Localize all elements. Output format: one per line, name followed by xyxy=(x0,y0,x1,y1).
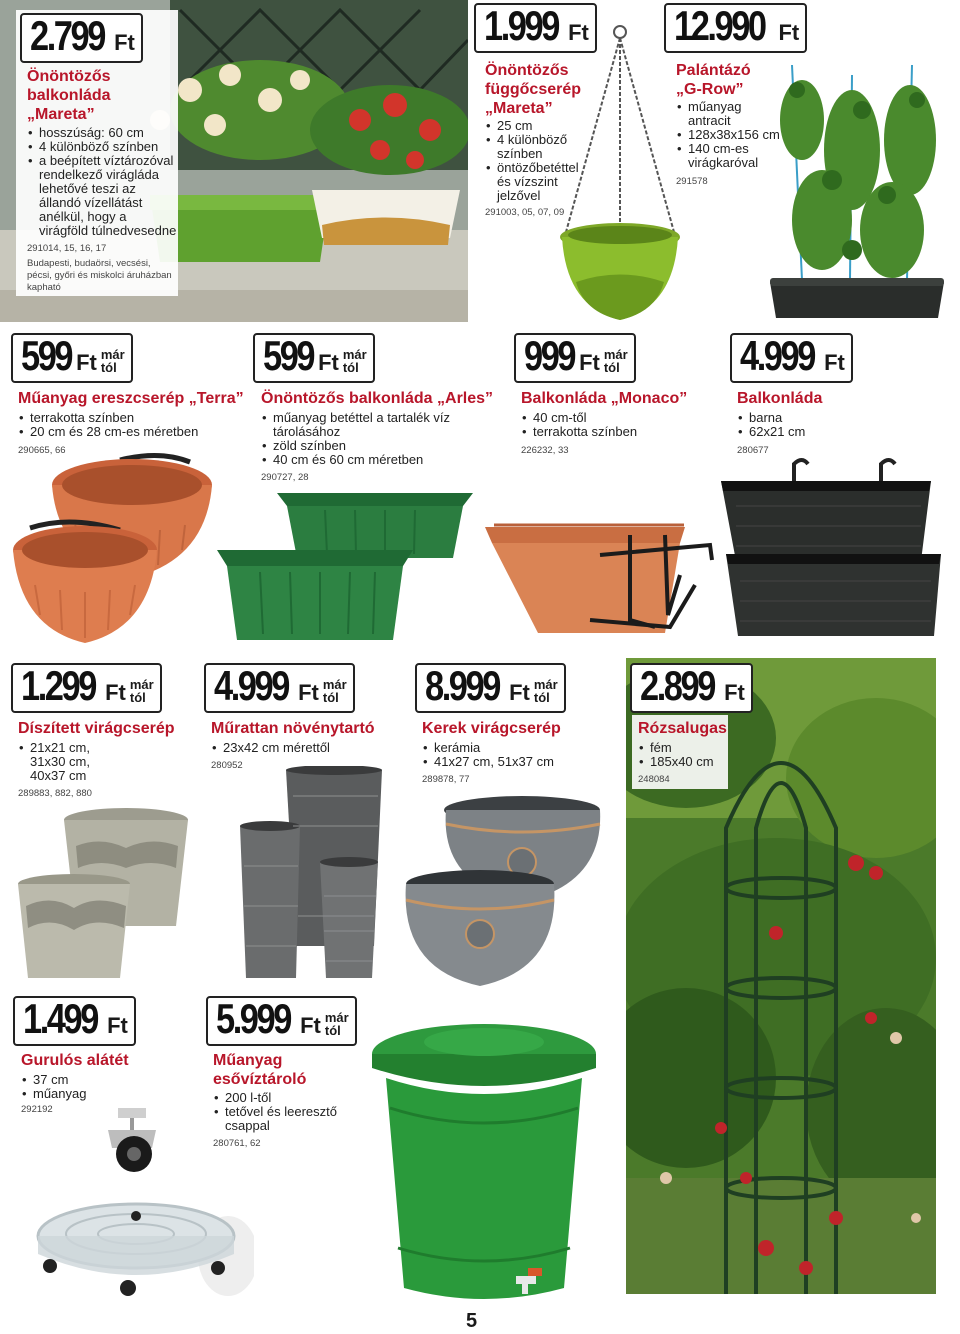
product-code-arles: 290727, 28 xyxy=(261,472,309,483)
terra-pots-photo xyxy=(10,450,215,646)
product-title-esoviz: Műanyag esővíztároló xyxy=(213,1052,307,1088)
product-code-monaco: 226232, 33 xyxy=(521,445,569,456)
product-code-esoviz: 280761, 62 xyxy=(213,1138,261,1149)
price-value: 4.999 xyxy=(214,662,288,709)
price-from-label: már tól xyxy=(100,347,125,375)
product-code-diszitett: 289883, 882, 880 xyxy=(18,788,92,799)
feature-list-rozsalugas: • fém • 185x40 cm xyxy=(638,741,728,769)
feature-list-g-row: • műanyag antracit • 128x38x156 cm • 140 cm-es virágkaróval xyxy=(676,100,786,170)
product-title-mareta-hanging: Önöntözős függőcserép „Mareta” xyxy=(485,62,582,117)
product-title-mareta: Önöntözős balkonláda „Mareta” xyxy=(27,68,111,123)
price-value: 4.999 xyxy=(740,332,814,379)
price-box-terra xyxy=(11,333,133,383)
price-value: 12.990 xyxy=(674,2,765,49)
price-value: 1.499 xyxy=(23,995,97,1042)
product-title-balkonlada: Balkonláda xyxy=(737,390,823,407)
price-box-kerek xyxy=(415,663,566,713)
g-row-planter-photo xyxy=(762,60,952,324)
price-currency: Ft xyxy=(318,350,339,375)
price-value: 599 xyxy=(21,332,72,379)
price-currency: Ft xyxy=(114,30,135,55)
price-currency: Ft xyxy=(824,350,845,375)
feature-list-kerek: • kerámia • 41x27 cm, 51x37 cm xyxy=(422,741,592,769)
product-title-terra: Műanyag ereszcserép „Terra” xyxy=(18,390,244,407)
price-from-label: már tól xyxy=(533,677,558,705)
product-title-kerek: Kerek virágcserép xyxy=(422,720,561,737)
product-title-arles: Önöntözős balkonláda „Arles” xyxy=(261,390,494,407)
price-box-mareta xyxy=(20,13,143,63)
decorated-pots-photo xyxy=(16,806,188,982)
price-from-label: már tól xyxy=(324,1010,349,1038)
price-value: 1.299 xyxy=(21,662,95,709)
feature-list-monaco: • 40 cm-től • terrakotta színben xyxy=(521,411,701,439)
product-title-gurulos: Gurulós alátét xyxy=(21,1052,129,1069)
price-currency: Ft xyxy=(579,350,600,375)
price-currency: Ft xyxy=(107,1013,128,1038)
price-currency: Ft xyxy=(300,1013,321,1038)
monaco-box-photo xyxy=(480,515,718,640)
product-title-rozsalugas: Rózsalugas xyxy=(638,720,727,737)
product-code-g-row: 291578 xyxy=(676,176,708,187)
price-box-arles xyxy=(253,333,375,383)
price-box-esoviz xyxy=(206,996,357,1046)
arles-boxes-photo xyxy=(215,488,477,648)
feature-list-balkonlada: • barna • 62x21 cm xyxy=(737,411,857,439)
product-title-g-row: Palántázó „G-Row” xyxy=(676,62,751,98)
price-currency: Ft xyxy=(509,680,530,705)
hanging-pot-photo xyxy=(556,22,684,324)
product-code-rozsalugas: 248084 xyxy=(638,774,670,785)
price-value: 599 xyxy=(263,332,314,379)
product-title-monaco: Balkonláda „Monaco” xyxy=(521,390,688,407)
price-value: 2.899 xyxy=(640,662,714,709)
price-from-label: már tól xyxy=(603,347,628,375)
plant-caddy-photo xyxy=(28,1196,254,1308)
feature-list-mareta-hanging: • 25 cm • 4 különböző színben • öntözőbetéttel és vízszint jelzővel xyxy=(485,119,580,203)
rattan-boxes-photo xyxy=(716,456,946,642)
feature-list-arles: • műanyag betéttel a tartalék víz tárolásához • zöld színben • 40 cm és 60 cm méretben xyxy=(261,411,461,467)
price-box-monaco xyxy=(514,333,636,383)
price-from-label: már tól xyxy=(342,347,367,375)
feature-list-diszitett: • 21x21 cm, 31x30 cm, 40x37 cm xyxy=(18,741,106,783)
page-number: 5 xyxy=(466,1310,478,1332)
product-title-diszitett: Díszített virágcserép xyxy=(18,720,175,737)
rain-barrel-photo xyxy=(368,1018,600,1308)
product-code-murattan: 280952 xyxy=(211,760,243,771)
caster-wheel-photo xyxy=(96,1104,168,1176)
product-title-murattan: Műrattan növénytartó xyxy=(211,720,375,737)
price-currency: Ft xyxy=(778,20,800,45)
price-currency: Ft xyxy=(724,680,745,705)
rattan-planters-photo xyxy=(238,766,386,982)
price-from-label: már tól xyxy=(129,677,154,705)
feature-list-mareta: • hosszúság: 60 cm • 4 különböző színben • a beépített víztározóval rendelkező virágláda lehetővé teszi az állandó vízellátást anélkül, hogy a virágföld túlnedvesedne xyxy=(27,126,177,238)
feature-list-terra: • terrakotta színben • 20 cm és 28 cm-es méretben xyxy=(18,411,238,439)
price-box-diszitett xyxy=(11,663,162,713)
price-currency: Ft xyxy=(105,680,126,705)
product-code-mareta-hanging: 291003, 05, 07, 09 xyxy=(485,207,565,218)
price-from-label: már tól xyxy=(322,677,347,705)
price-currency: Ft xyxy=(568,20,589,45)
price-box-gurulos xyxy=(13,996,136,1046)
price-value: 1.999 xyxy=(484,2,558,49)
price-box-balkonlada xyxy=(730,333,853,383)
price-box-rozsalugas xyxy=(630,663,753,713)
price-currency: Ft xyxy=(76,350,97,375)
price-currency: Ft xyxy=(298,680,319,705)
product-code-terra: 290665, 66 xyxy=(18,445,66,456)
price-box-g-row xyxy=(664,3,807,53)
price-value: 8.999 xyxy=(425,662,499,709)
price-value: 999 xyxy=(524,332,575,379)
price-value: 2.799 xyxy=(30,12,104,59)
product-code-kerek: 289878, 77 xyxy=(422,774,470,785)
product-code-mareta: 291014, 15, 16, 17 xyxy=(27,243,107,254)
availability-note: Budapesti, budaörsi, vecsési, pécsi, győri és miskolci áruházban kapható xyxy=(27,258,172,293)
price-box-murattan xyxy=(204,663,355,713)
feature-list-murattan: • 23x42 cm mérettől xyxy=(211,741,371,755)
product-code-balkonlada: 280677 xyxy=(737,445,769,456)
feature-list-gurulos: • 37 cm • műanyag xyxy=(21,1073,141,1101)
feature-list-esoviz: • 200 l-től • tetővel és leeresztő csappal xyxy=(213,1091,353,1133)
price-value: 5.999 xyxy=(216,995,290,1042)
product-code-gurulos: 292192 xyxy=(21,1104,53,1115)
round-pots-photo xyxy=(400,794,606,990)
